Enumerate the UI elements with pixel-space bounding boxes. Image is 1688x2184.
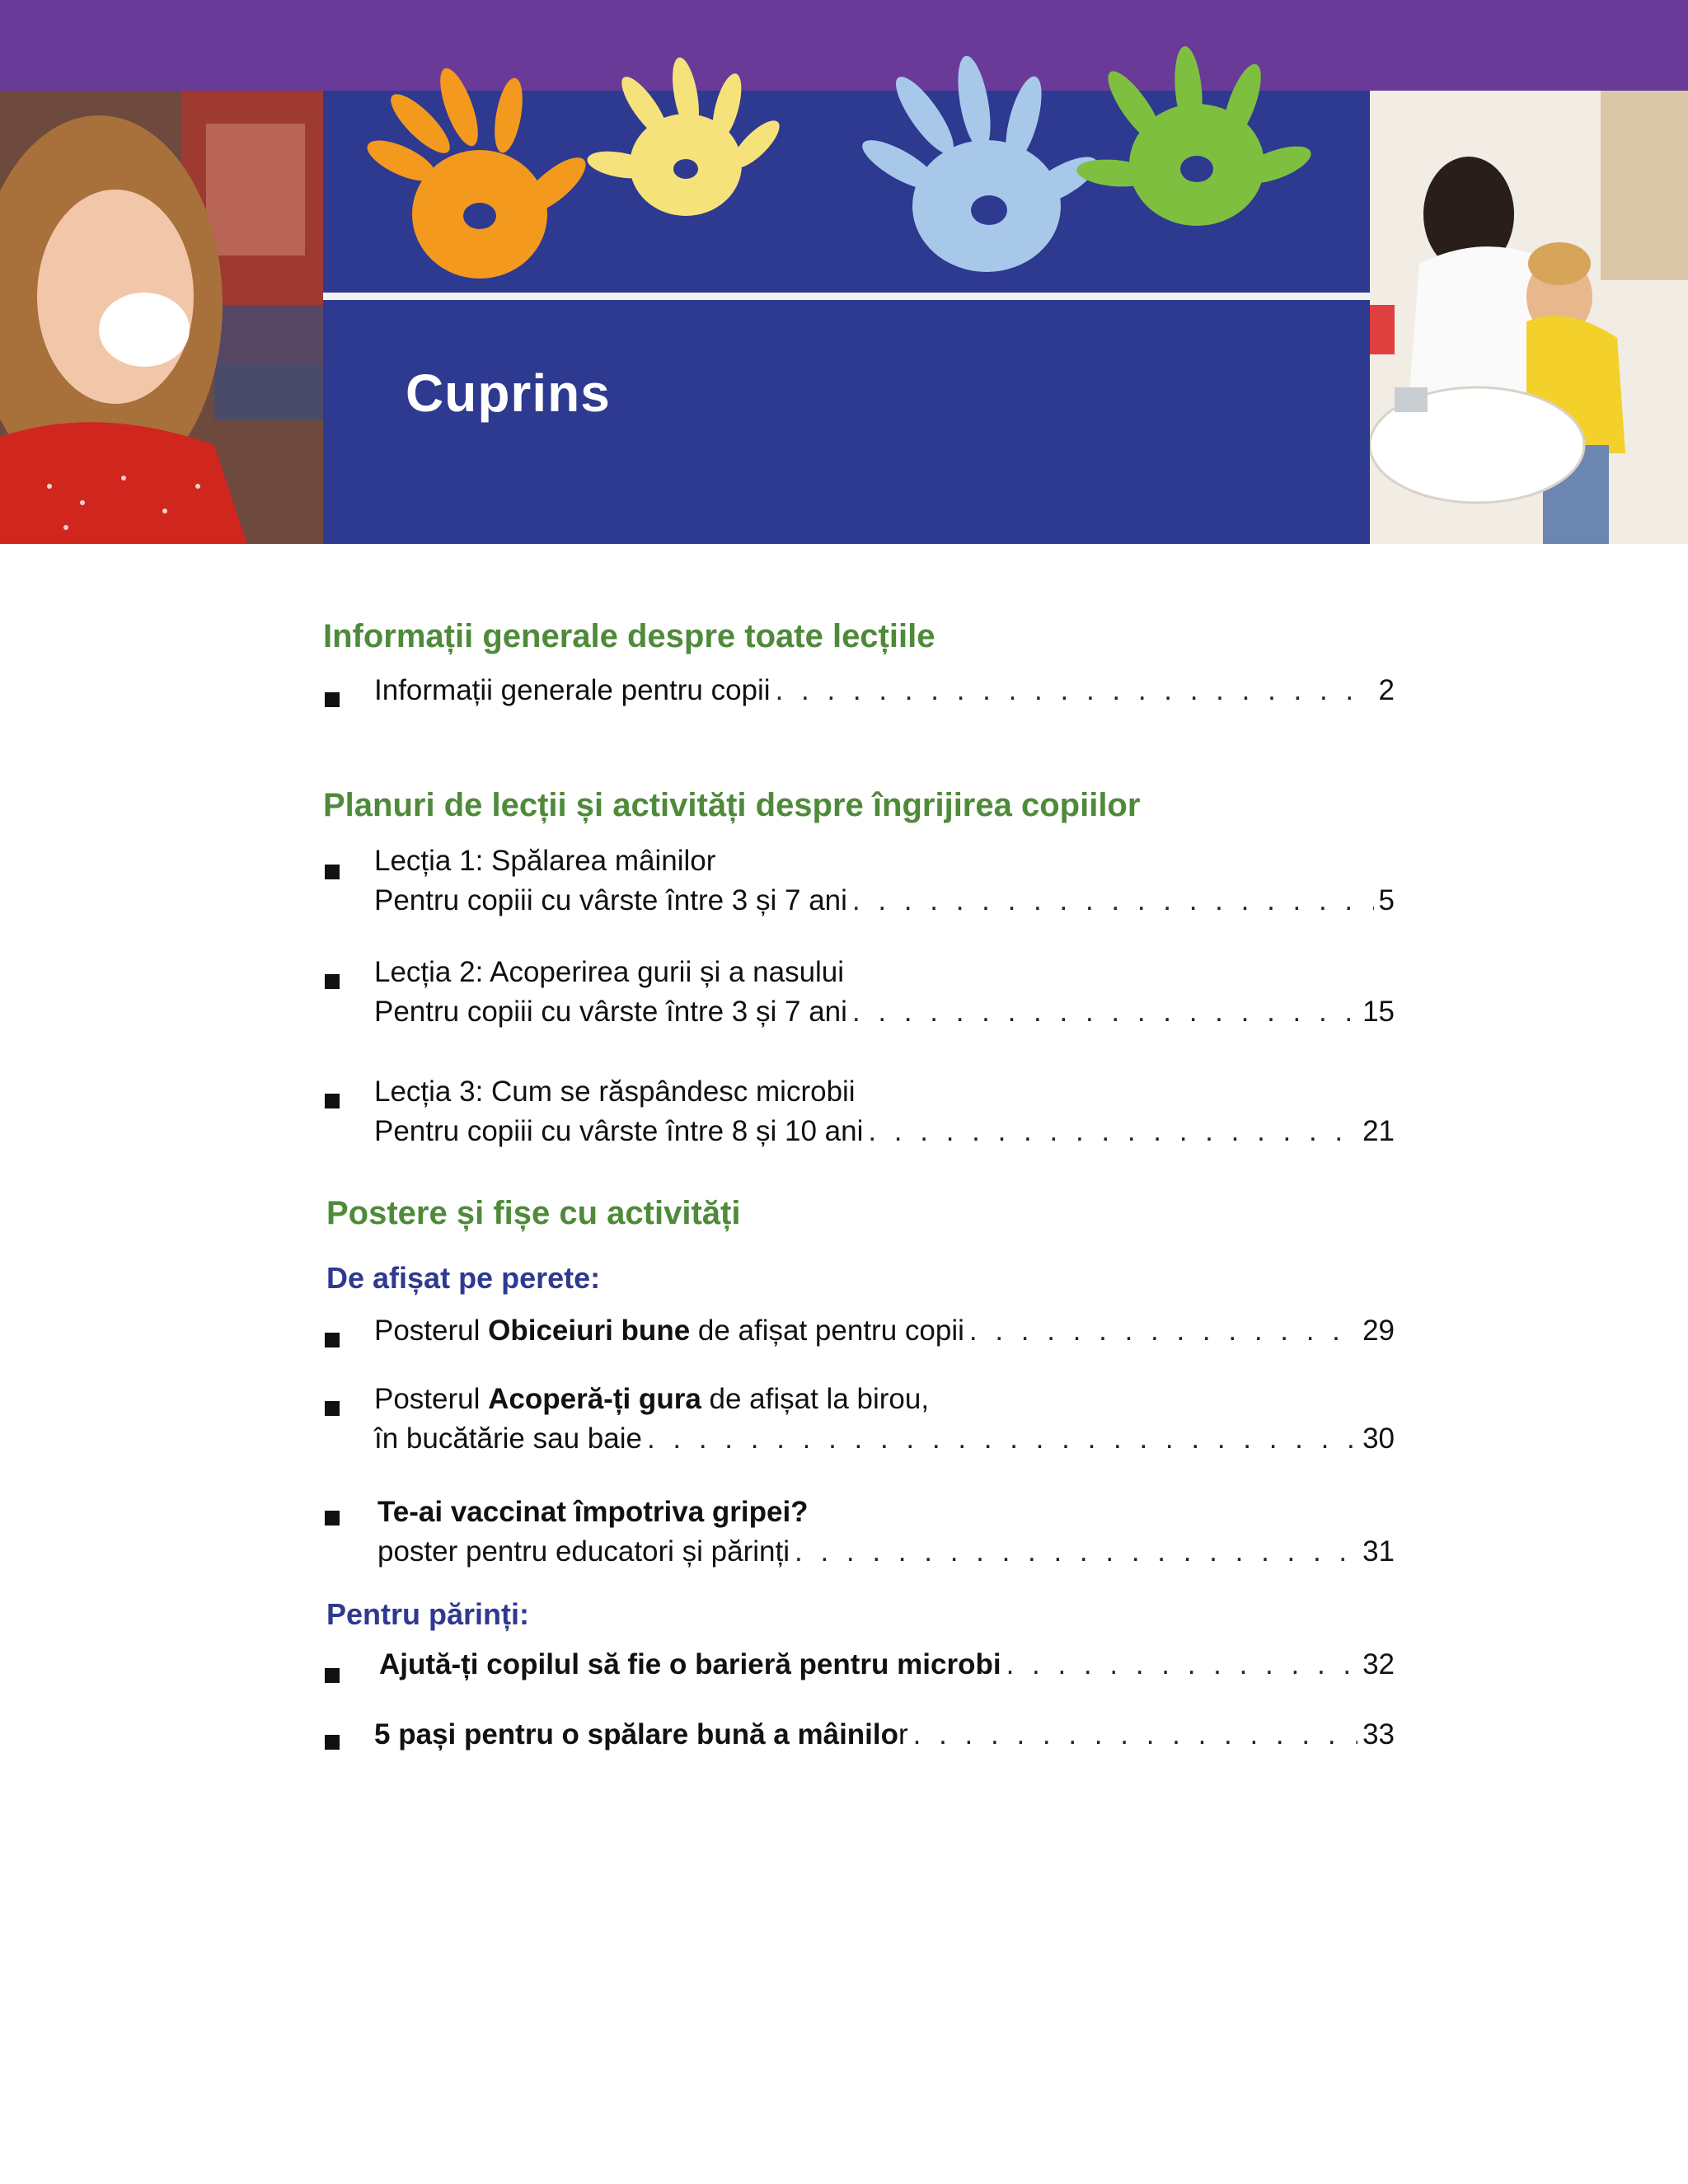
photo-girl-illustration	[0, 91, 323, 544]
photo-handwashing-illustration	[1370, 91, 1688, 544]
section-title-posters: Postere și fișe cu activități	[326, 1195, 741, 1231]
handprint-yellow-icon	[585, 55, 786, 216]
bullet-square-icon	[325, 865, 340, 879]
bullet-square-icon	[325, 1094, 340, 1108]
header-banner	[323, 91, 1370, 544]
section-title-general-info: Informații generale despre toate lecțiile	[323, 618, 935, 654]
entry-text: Ajută-ți copilul să fie o barieră pentru microbi	[379, 1648, 1001, 1680]
subsection-title-wall: De afișat pe perete:	[326, 1261, 601, 1295]
page-number: 33	[1362, 1718, 1395, 1750]
dot-leader	[795, 1535, 1357, 1568]
entry-text: 5 pași pentru o spălare bună a mâinilor	[374, 1718, 908, 1750]
bullet-square-icon	[325, 1511, 340, 1526]
dot-leader	[969, 1315, 1357, 1347]
subsection-title-parents: Pentru părinți:	[326, 1597, 530, 1631]
bullet-square-icon	[325, 1668, 340, 1683]
bullet-square-icon	[325, 1333, 340, 1347]
handprint-green-icon	[1076, 45, 1315, 226]
page-number: 15	[1362, 996, 1395, 1028]
entry-subtitle: Pentru copiii cu vârste între 3 și 7 ani	[374, 884, 847, 916]
page-number: 2	[1378, 674, 1395, 706]
photo-girl-with-tissue	[0, 91, 323, 544]
dot-leader	[852, 996, 1357, 1029]
entry-title: Lecția 2: Acoperirea gurii și a nasului	[374, 956, 845, 988]
page-title: Cuprins	[406, 363, 611, 423]
entry-subtitle: în bucătărie sau baie	[374, 1422, 642, 1455]
handprint-blue-icon	[856, 54, 1104, 272]
entry-title: Lecția 3: Cum se răspândesc microbii	[374, 1076, 856, 1108]
entry-text: Posterul Obiceiuri bune de afișat pentru copii	[374, 1315, 964, 1347]
bullet-square-icon	[325, 692, 340, 707]
dot-leader	[852, 884, 1374, 917]
dot-leader	[913, 1718, 1357, 1751]
bullet-square-icon	[325, 1401, 340, 1416]
section-title-lesson-plans: Planuri de lecții și activități despre îngrijirea copiilor	[323, 787, 1141, 823]
page-number: 30	[1362, 1422, 1395, 1455]
bullet-square-icon	[325, 974, 340, 989]
handprint-orange-icon	[362, 64, 593, 279]
photo-handwashing-child	[1370, 91, 1688, 544]
dot-leader	[647, 1422, 1357, 1455]
handprints-decoration	[323, 0, 1370, 363]
page-number: 29	[1362, 1315, 1395, 1347]
page-number: 5	[1378, 884, 1395, 916]
entry-subtitle: Pentru copiii cu vârste între 8 și 10 ani	[374, 1115, 864, 1147]
dot-leader	[868, 1115, 1357, 1148]
entry-subtitle: poster pentru educatori și părinți	[377, 1535, 790, 1568]
entry-text: Informații generale pentru copii	[374, 674, 771, 706]
dot-leader	[1006, 1648, 1357, 1681]
entry-title: Lecția 1: Spălarea mâinilor	[374, 845, 716, 877]
dot-leader	[776, 674, 1374, 707]
page-number: 32	[1362, 1648, 1395, 1680]
entry-text: Posterul Acoperă-ți gura de afișat la birou,	[374, 1383, 930, 1415]
entry-title: Te-ai vaccinat împotriva gripei?	[377, 1496, 809, 1528]
page-number: 31	[1362, 1535, 1395, 1568]
page-number: 21	[1362, 1115, 1395, 1147]
entry-subtitle: Pentru copiii cu vârste între 3 și 7 ani	[374, 996, 847, 1028]
bullet-square-icon	[325, 1735, 340, 1750]
